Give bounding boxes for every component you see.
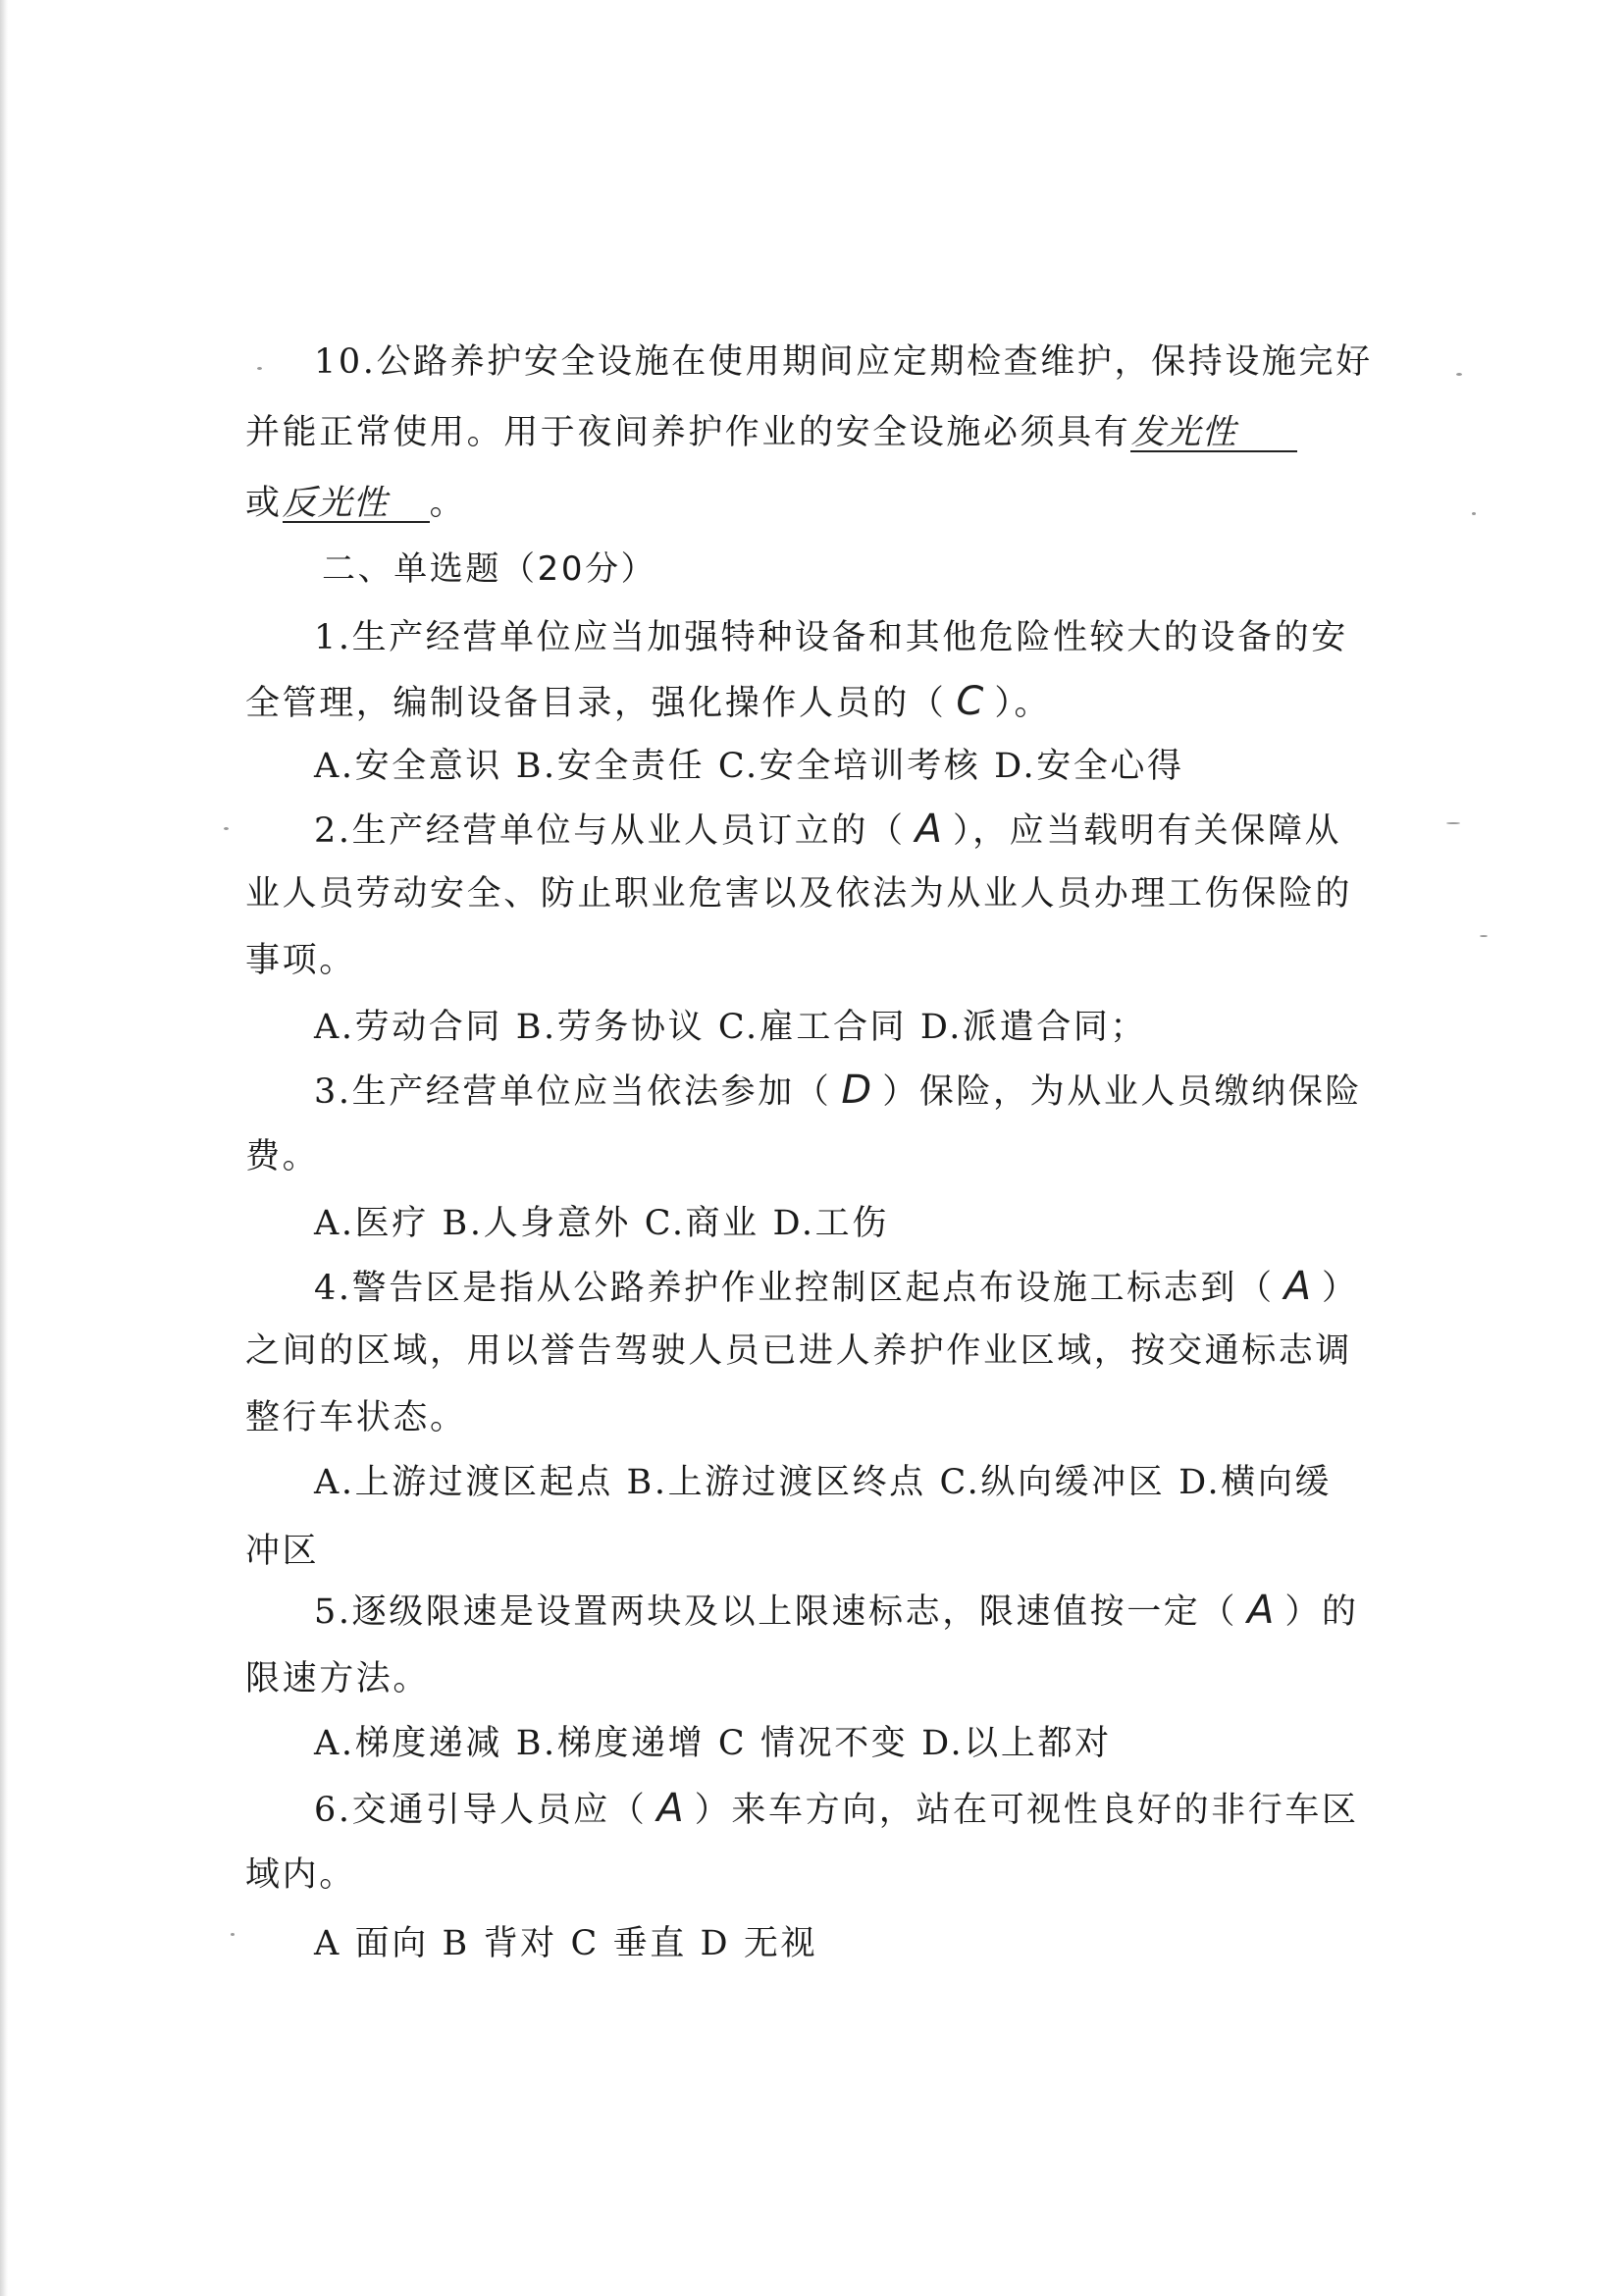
q10-text-1: 10.公路养护安全设施在使用期间应定期检查维护，保持设施完好 <box>314 342 1373 382</box>
q10-text-end: 。 <box>429 484 467 523</box>
scan-speck <box>1456 373 1462 376</box>
q2-options-text: A.劳动合同 B.劳务协议 C.雇工合同 D.派遣合同； <box>314 1008 1148 1047</box>
scan-speck <box>1472 512 1476 515</box>
q2-text-2: 业人员劳动安全、防止职业危害以及依法为从业人员办理工伤保险的 <box>245 874 1353 913</box>
scan-speck <box>231 1933 235 1936</box>
q2-options <box>0 993 1623 1062</box>
q2-text-1: 2.生产经营单位与从业人员订立的（ <box>314 811 906 851</box>
q6-line-1 <box>0 1774 1623 1843</box>
q3-options <box>0 1189 1623 1258</box>
q5-options <box>0 1709 1623 1778</box>
q5-options-text: A.梯度递减 B.梯度递增 C 情况不变 D.以上都对 <box>314 1724 1112 1763</box>
q4-text-1: 4.警告区是指从公路养护作业控制区起点布设施工标志到（ <box>314 1269 1275 1308</box>
q3-line-2 <box>0 1122 1623 1191</box>
q1-text-1: 1.生产经营单位应当加强特种设备和其他危险性较大的设备的安 <box>314 618 1348 657</box>
q10-line-2 <box>0 398 1623 467</box>
q6-options <box>0 1909 1623 1978</box>
q3-text-2: 费。 <box>245 1137 320 1176</box>
q4-text-3: 整行车状态。 <box>245 1398 467 1437</box>
q4-options-1 <box>0 1448 1623 1517</box>
q1-options <box>0 732 1623 801</box>
q4-options-text-2: 冲区 <box>245 1532 320 1571</box>
q10-answer-blank-1 <box>1130 413 1297 452</box>
q2-text-3: 事项。 <box>245 941 356 980</box>
section-heading-text: 二、单选题（20分） <box>322 549 657 589</box>
q10-line-3 <box>0 469 1623 538</box>
scan-speck <box>224 827 229 830</box>
q4-text-2: 之间的区域，用以誉告驾驶人员已进人养护作业区域，按交通标志调 <box>245 1331 1353 1371</box>
q6-options-text: A 面向 B 背对 C 垂直 D 无视 <box>314 1924 818 1963</box>
q1-text-2-end: ）。 <box>994 684 1052 723</box>
q5-handwritten-answer: A <box>1247 1588 1276 1633</box>
scan-speck <box>1480 935 1488 937</box>
q3-text-1-end: ）保险，为从业人员缴纳保险 <box>882 1072 1363 1112</box>
q2-handwritten-answer: A <box>915 807 943 852</box>
q1-handwritten-answer: C <box>956 679 985 724</box>
q10-handwritten-answer-2: 反光性 <box>282 484 389 523</box>
q6-handwritten-answer: A <box>656 1786 685 1831</box>
section-heading <box>0 535 1623 603</box>
q3-text-1: 3.生产经营单位应当依法参加（ <box>314 1072 832 1112</box>
q5-line-2 <box>0 1644 1623 1713</box>
q6-text-2: 域内。 <box>245 1855 356 1895</box>
q3-handwritten-answer: D <box>841 1068 873 1113</box>
q10-handwritten-answer-1: 发光性 <box>1130 413 1237 452</box>
q10-text-or: 或 <box>245 484 283 523</box>
q4-handwritten-answer: A <box>1283 1264 1312 1309</box>
q1-text-2: 全管理，编制设备目录，强化操作人员的（ <box>245 684 947 723</box>
q6-text-1: 6.交通引导人员应（ <box>314 1791 648 1830</box>
q2-line-2 <box>0 860 1623 928</box>
q6-text-1-end: ）来车方向，站在可视性良好的非行车区 <box>694 1791 1359 1830</box>
q4-line-2 <box>0 1317 1623 1385</box>
q5-text-1: 5.逐级限速是设置两块及以上限速标志，限速值按一定（ <box>314 1592 1237 1632</box>
q1-line-1 <box>0 603 1623 672</box>
q6-line-2 <box>0 1841 1623 1909</box>
q5-text-1-end: ）的 <box>1284 1592 1359 1632</box>
q4-options-text-1: A.上游过渡区起点 B.上游过渡区终点 C.纵向缓冲区 D.横向缓 <box>314 1463 1333 1502</box>
q2-text-1-end: ），应当载明有关保障从 <box>952 811 1342 851</box>
q1-options-text: A.安全意识 B.安全责任 C.安全培训考核 D.安全心得 <box>314 747 1184 786</box>
q10-line-1 <box>0 328 1623 396</box>
q5-text-2: 限速方法。 <box>245 1659 431 1698</box>
q3-options-text: A.医疗 B.人身意外 C.商业 D.工伤 <box>314 1204 889 1243</box>
q4-line-1 <box>0 1252 1623 1321</box>
q1-line-2 <box>0 667 1623 736</box>
q5-line-1 <box>0 1576 1623 1644</box>
scan-speck <box>1446 822 1460 824</box>
q3-line-1 <box>0 1056 1623 1124</box>
q10-text-2: 并能正常使用。用于夜间养护作业的安全设施必须具有 <box>245 413 1131 452</box>
q10-answer-blank-2 <box>282 484 430 523</box>
q2-line-3 <box>0 926 1623 995</box>
q2-line-1 <box>0 795 1623 863</box>
scan-speck <box>257 367 262 370</box>
q4-text-1-end: ） <box>1321 1269 1359 1308</box>
q4-line-3 <box>0 1383 1623 1452</box>
